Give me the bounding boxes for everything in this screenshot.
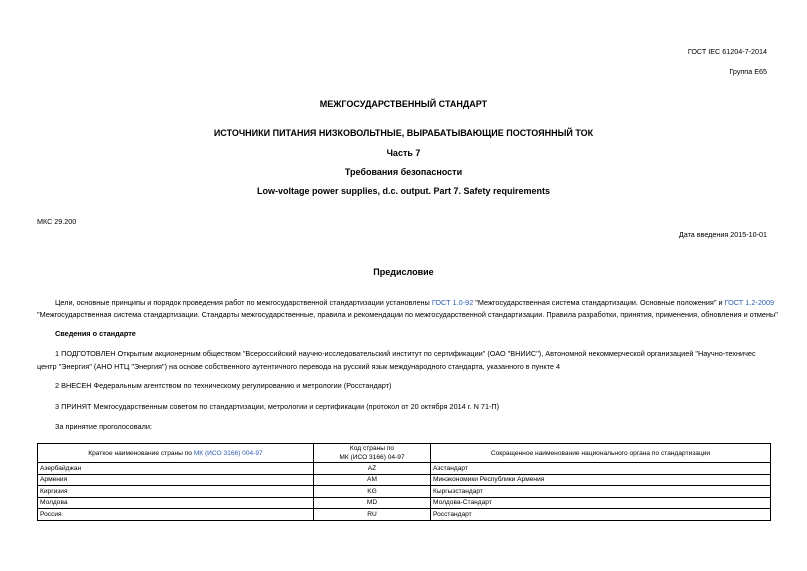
body-cell: Минэкономики Республики Армения <box>431 474 771 486</box>
table-header-row <box>38 444 771 463</box>
part-subtitle: Требования безопасности <box>344 167 463 177</box>
body-cell: Азстандарт <box>431 463 771 475</box>
standard-info-heading: Сведения о стандарте <box>55 329 136 338</box>
mk-iso-3166-link[interactable]: МК (ИСО 3166) 004-97 <box>193 449 263 457</box>
column-header-country <box>38 444 314 463</box>
table-row <box>38 474 771 486</box>
foreword-heading: Предисловие <box>373 267 434 277</box>
body-cell: Росстандарт <box>431 509 771 521</box>
item-3: 3 ПРИНЯТ Межгосударственным советом по стандартизации, метрологии и сертификации (протокол от 20 октября 2014 г. N 71-П) <box>55 402 500 411</box>
paragraph-text: "Межгосударственная система стандартизации. Основные положения" и <box>473 298 725 307</box>
foreword-paragraph-line2: "Межгосударственная система стандартизации. Стандарты межгосударственные, правила и рекомендации по межгосударственной стандартизации. Правила разработки, принятия, применения, обновления и отмены" <box>37 310 778 319</box>
introduction-date: Дата введения 2015-10-01 <box>678 230 767 239</box>
country-cell: Армения <box>38 474 314 486</box>
country-cell: Азербайджан <box>38 463 314 475</box>
table-row <box>38 497 771 509</box>
code-cell: MD <box>314 497 431 509</box>
item-1-line1: 1 ПОДГОТОВЛЕН Открытым акционерным обществом "Всероссийский научно-исследовательский институт по сертификации" (ОАО "ВНИИС"), Автономной некоммерческой организацией "Научно-техничес <box>55 349 756 358</box>
voting-countries-table <box>37 443 771 521</box>
mks-code: МКС 29.200 <box>37 217 77 226</box>
body-cell: Кыргызстандарт <box>431 486 771 498</box>
gost-1-2-2009-link[interactable]: ГОСТ 1.2-2009 <box>724 298 775 307</box>
code-cell: RU <box>314 509 431 521</box>
paragraph-text: Цели, основные принципы и порядок проведения работ по межгосударственной стандартизации установлены <box>55 298 432 307</box>
document-title: ИСТОЧНИКИ ПИТАНИЯ НИЗКОВОЛЬТНЫЕ, ВЫРАБАТЫВАЮЩИЕ ПОСТОЯННЫЙ ТОК <box>213 128 594 138</box>
country-cell: Киргизия <box>38 486 314 498</box>
code-cell: AZ <box>314 463 431 475</box>
body-cell: Молдова-Стандарт <box>431 497 771 509</box>
column-header-body: Сокращенное наименование национального органа по стандартизации <box>431 444 771 463</box>
english-title: Low-voltage power supplies, d.c. output. Part 7. Safety requirements <box>256 186 551 196</box>
header-text: Код страны по <box>349 445 395 452</box>
standard-type-title: МЕЖГОСУДАРСТВЕННЫЙ СТАНДАРТ <box>319 99 488 109</box>
table-row <box>38 509 771 521</box>
country-cell: Молдова <box>38 497 314 509</box>
code-cell: KG <box>314 486 431 498</box>
part-number: Часть 7 <box>386 148 421 158</box>
gost-1-0-92-link[interactable]: ГОСТ 1.0-92 <box>431 298 474 307</box>
item-2: 2 ВНЕСЕН Федеральным агентством по техническому регулированию и метрологии (Росстандарт) <box>55 381 392 390</box>
header-text: Краткое наименование страны по <box>88 449 194 457</box>
table-row <box>38 486 771 498</box>
code-cell: AM <box>314 474 431 486</box>
foreword-paragraph-line1 <box>55 298 774 307</box>
header-text: МК (ИСО 3166) 04-97 <box>339 454 405 461</box>
group-code: Группа Е65 <box>729 67 767 76</box>
table-row <box>38 463 771 475</box>
country-cell: Россия <box>38 509 314 521</box>
voted-label: За принятие проголосовали: <box>55 422 152 431</box>
document-code: ГОСТ IEC 61204-7-2014 <box>687 47 767 56</box>
column-header-code <box>314 444 431 463</box>
item-1-line2: центр "Энергия" (АНО НТЦ "Энергия") на основе собственного аутентичного перевода на русский язык международного стандарта, указанного в пункте 4 <box>37 362 561 371</box>
